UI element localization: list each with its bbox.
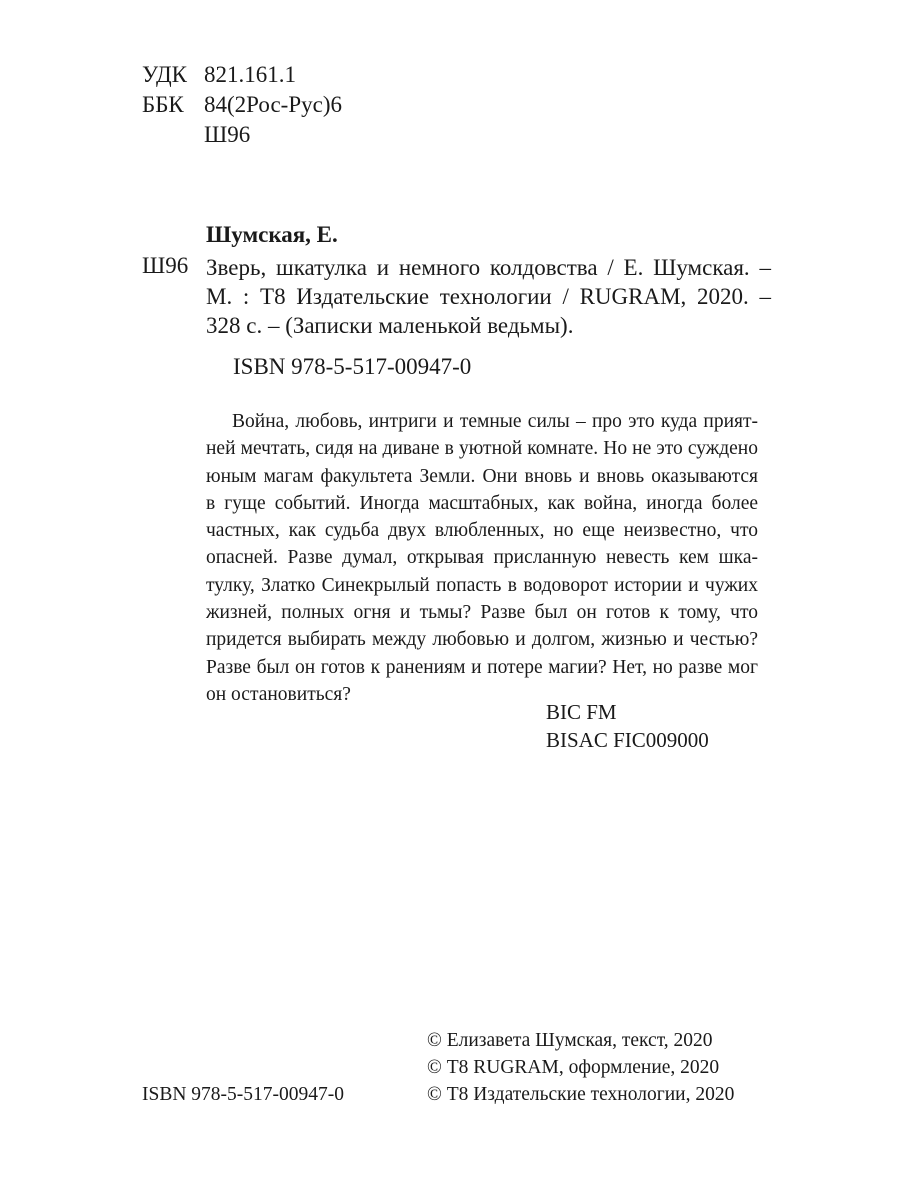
udk-value: 821.161.1 [204, 62, 296, 87]
bib-line: Зверь, шкатулка и немного колдовства / Е. Шумская. – [206, 255, 771, 280]
copyright-line: © Т8 Издательские технологии, 2020 [427, 1084, 735, 1105]
udk-row [142, 62, 296, 88]
author-heading: Шумская, Е. [206, 222, 338, 247]
bisac-code: BISAC FIC009000 [546, 728, 709, 752]
bic-code: BIC FM [546, 700, 617, 724]
copyright-line: © Т8 RUGRAM, оформление, 2020 [427, 1057, 720, 1078]
annotation-line: ней мечтать, сидя на диване в уютной комнате. Но не это суждено [206, 438, 758, 460]
copyright-line: © Елизавета Шумская, текст, 2020 [427, 1030, 713, 1051]
bib-line: М. : Т8 Издательские технологии / RUGRAM, 2020. – [206, 284, 771, 309]
annotation-line: тулку, Златко Синекрылый попасть в водоворот истории и чужих [206, 574, 758, 596]
bbk-row [142, 92, 342, 118]
annotation-line: частных, как судьба двух влюбленных, но еще неизвестно, что [206, 520, 758, 542]
annotation-line: он остановиться? [206, 683, 351, 705]
annotation-line: в гуще событий. Иногда масштабных, как война, иногда более [206, 492, 758, 514]
udk-label: УДК [142, 62, 187, 87]
record-isbn: ISBN 978-5-517-00947-0 [233, 354, 472, 379]
annotation-line: придется выбирать между любовью и долгом, жизнью и честью? [206, 629, 758, 651]
annotation-line: опасней. Разве думал, открывая присланную невесть кем шка- [206, 547, 758, 569]
annotation-line: юным магам факультета Земли. Они вновь и вновь оказываются [206, 465, 758, 487]
record-cutter-code: Ш96 [142, 253, 189, 278]
footer-isbn: ISBN 978-5-517-00947-0 [142, 1084, 345, 1105]
cutter-code: Ш96 [204, 122, 251, 147]
annotation-line: Разве был он готов к ранениям и потере магии? Нет, но разве мог [206, 656, 758, 678]
cutter-row [142, 122, 250, 148]
annotation-line: Война, любовь, интриги и темные силы – про это куда прият- [232, 411, 758, 432]
bbk-value: 84(2Рос-Рус)6 [204, 92, 342, 117]
bibliographic-description [206, 253, 771, 340]
annotation [206, 408, 758, 708]
bbk-label: ББК [142, 92, 184, 117]
bib-line: 328 с. – (Записки маленькой ведьмы). [206, 313, 574, 338]
annotation-line: жизней, полных огня и тьмы? Разве был он готов к тому, что [206, 602, 758, 624]
